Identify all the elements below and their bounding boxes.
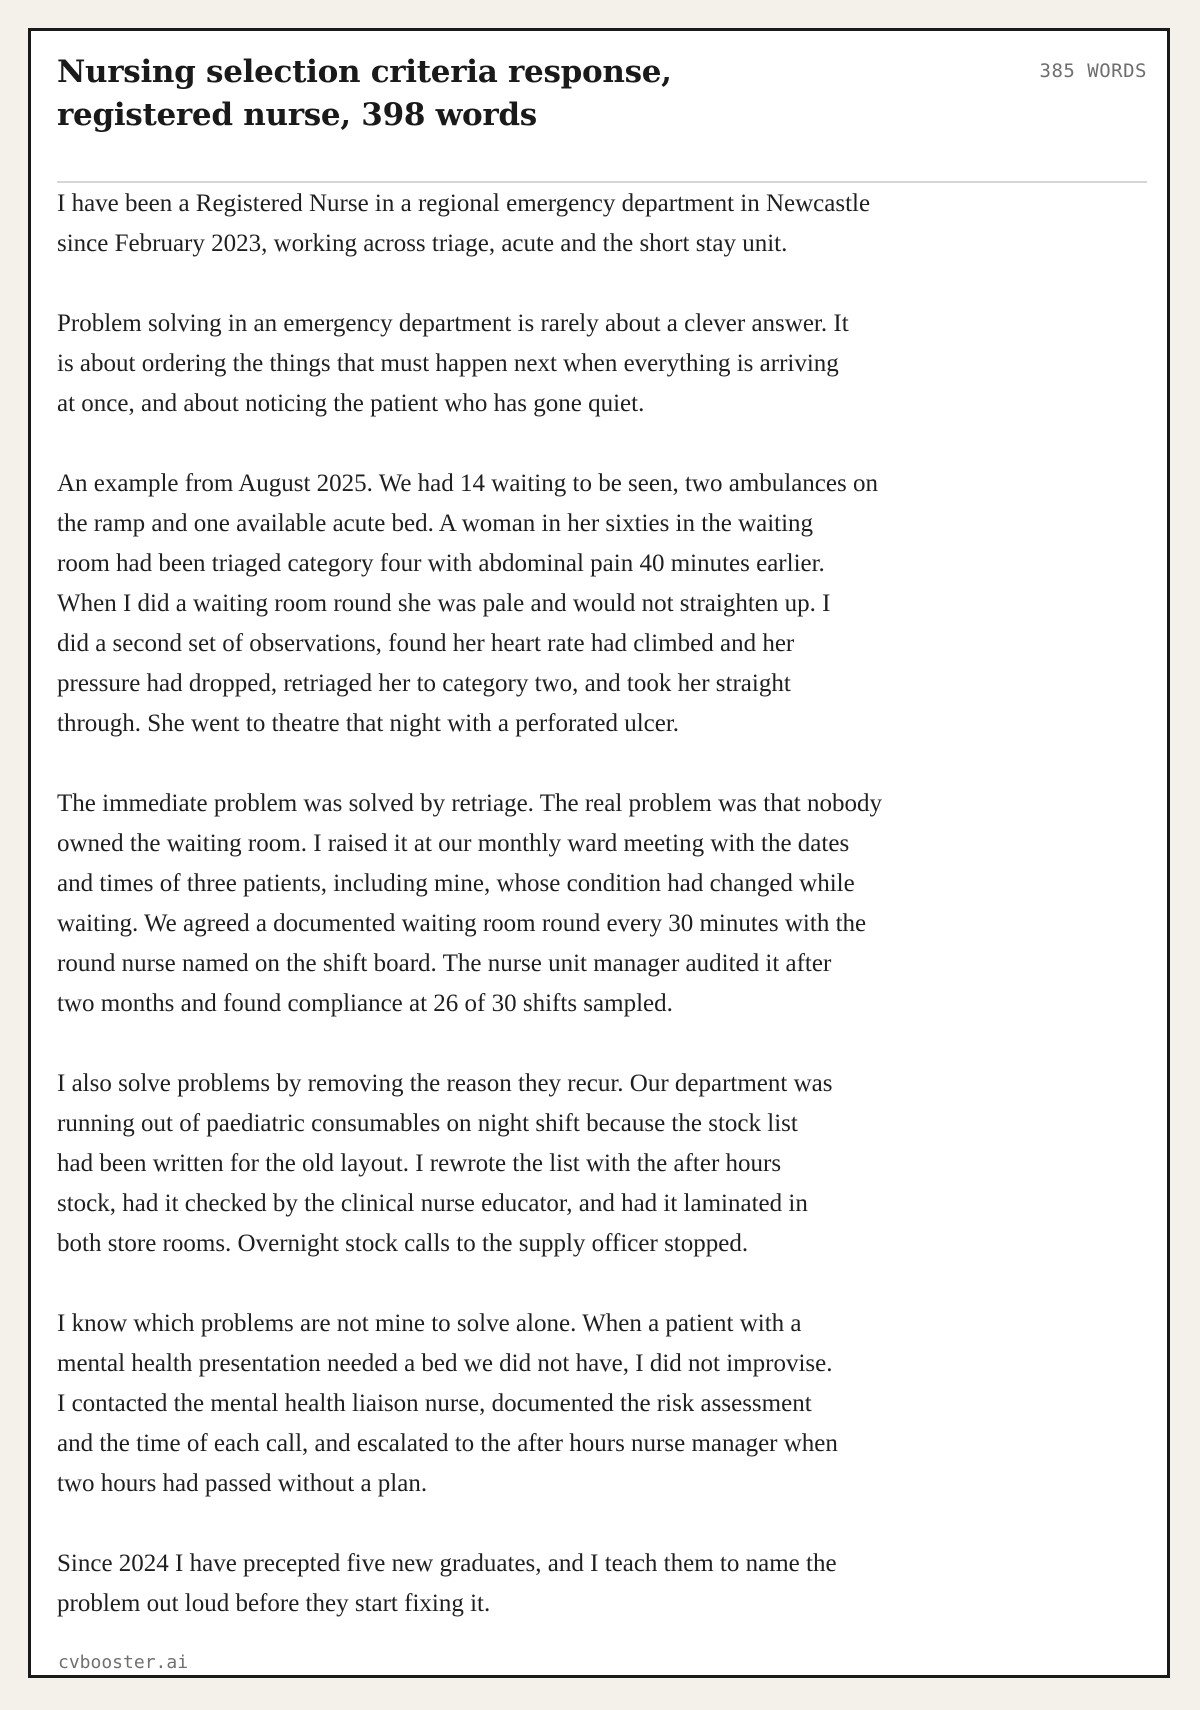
paragraph-escalation: I know which problems are not mine to solve alone. When a patient with a mental health presentation needed a bed we did not have, I did not improvise. I contacted the mental health liaison nurse, documented the risk assessment and the time of each call, and escalated to the after hours nurse manager when two hours had passed without a plan. [57, 1310, 838, 1497]
paragraph-recurring-problems: I also solve problems by removing the reason they recur. Our department was running out of paediatric consumables on night shift because the stock list had been written for the old layout. I rewrote the list with the after hours stock, had it checked by the clinical nurse educator, and had it laminated in both store rooms. Overnight stock calls to the supply officer stopped. [57, 1070, 833, 1257]
document-title: Nursing selection criteria response, registered nurse, 398 words [57, 54, 672, 133]
paragraph-precepting: Since 2024 I have precepted five new graduates, and I teach them to name the problem out loud before they start fixing it. [57, 1550, 837, 1617]
footer-brand: cvbooster.ai [58, 1652, 189, 1673]
document-page [28, 28, 1170, 1678]
document-body [57, 184, 1057, 1664]
word-count-badge: 385 WORDS [1039, 60, 1147, 82]
paragraph-intro: I have been a Registered Nurse in a regional emergency department in Newcastle since February 2023, working across triage, acute and the short stay unit. [57, 190, 871, 257]
paragraph-example: An example from August 2025. We had 14 waiting to be seen, two ambulances on the ramp and one available acute bed. A woman in her sixties in the waiting room had been triaged category four with abdominal pain 40 minutes earlier. When I did a waiting room round she was pale and would not straighten up. I did a second set of observations, found her heart rate had climbed and her pressure had dropped, retriaged her to category two, and took her straight through. She went to theatre that night with a perforated ulcer. [57, 470, 878, 737]
paragraph-real-problem: The immediate problem was solved by retriage. The real problem was that nobody owned the waiting room. I raised it at our monthly ward meeting with the dates and times of three patients, including mine, whose condition had changed while waiting. We agreed a documented waiting room round every 30 minutes with the round nurse named on the shift board. The nurse unit manager audited it after two months and found compliance at 26 of 30 shifts sampled. [57, 790, 882, 1017]
document-header [57, 51, 1147, 183]
paragraph-problem-solving: Problem solving in an emergency department is rarely about a clever answer. It is about ordering the things that must happen next when everything is arriving at once, and about noticing the patient who has gone quiet. [57, 310, 849, 417]
